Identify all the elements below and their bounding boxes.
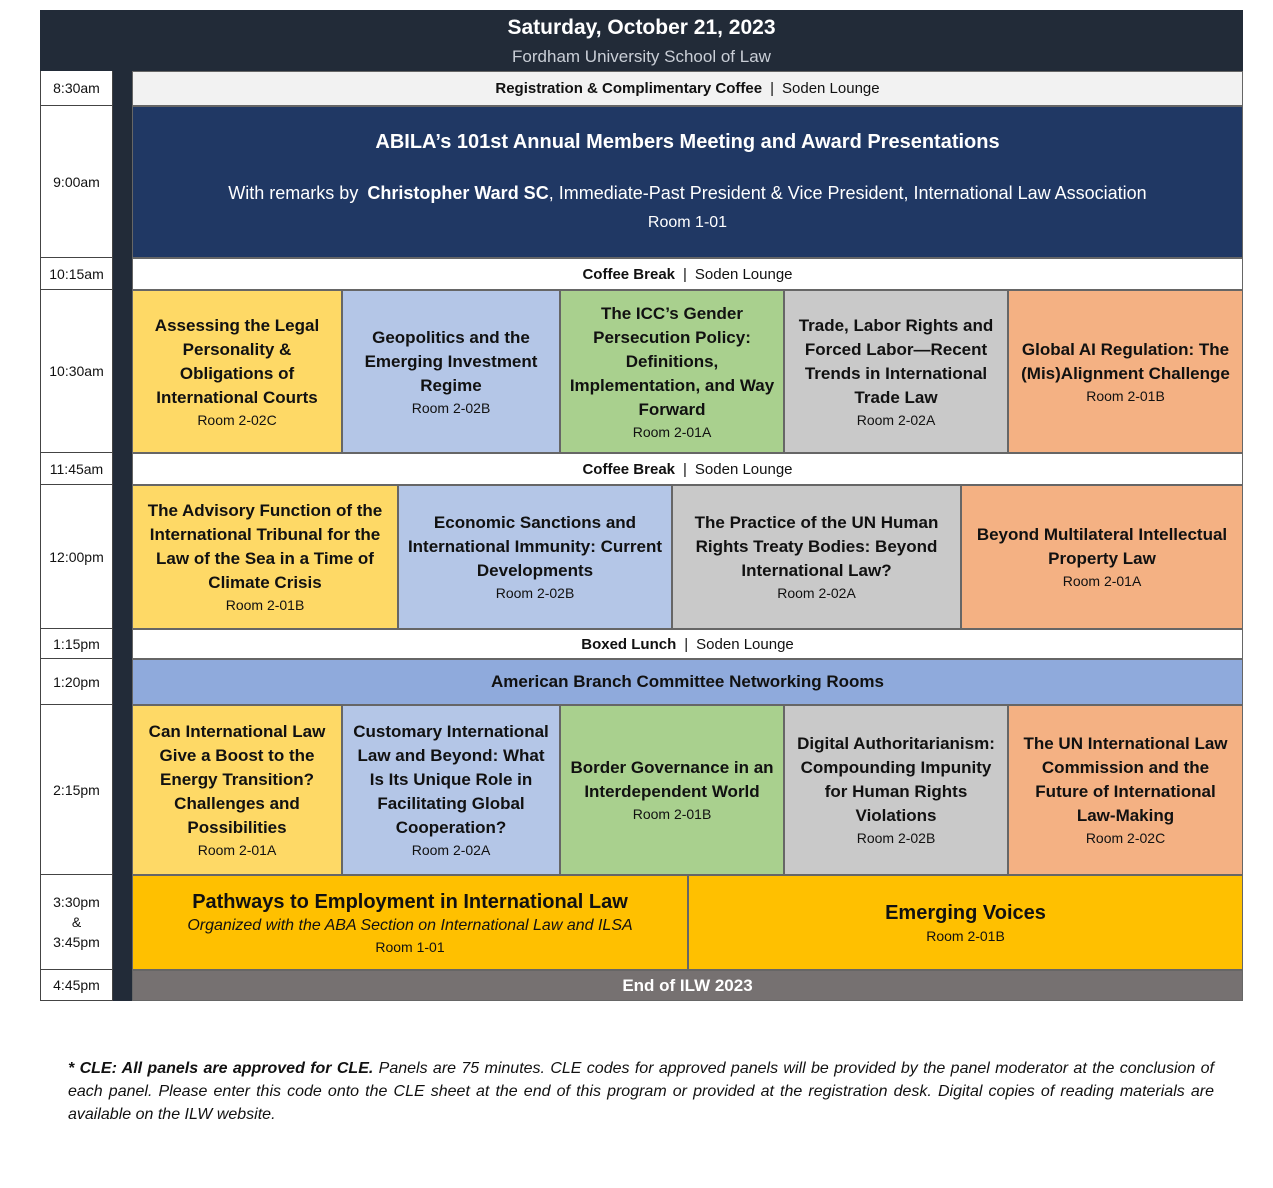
panel-title: Geopolitics and the Emerging Investment Regime bbox=[364, 327, 538, 395]
cle-footnote-text: Panels are 75 minutes. CLE codes for approved panels will be provided by the panel moderator at the conclusion of each panel. Please enter this code onto the CLE sheet at the end of this program or provided at the registration desk. Digital copies of reading materials are available on the ILW website. bbox=[68, 1060, 1214, 1123]
pathways-subtitle: Organized with the ABA Section on International Law and ILSA bbox=[187, 916, 633, 934]
cle-footnote-bold: * CLE: All panels are approved for CLE. bbox=[68, 1060, 374, 1077]
panel-card[interactable] bbox=[672, 485, 961, 629]
panel-card[interactable] bbox=[1008, 705, 1243, 875]
panel-title: Customary International Law and Beyond: What Is Its Unique Role in Facilitating Global Cooperation? bbox=[353, 722, 549, 837]
lunch-location: Soden Lounge bbox=[696, 635, 794, 653]
time-slot: 1:20pm bbox=[40, 659, 113, 705]
panel-card[interactable] bbox=[1008, 290, 1243, 453]
remarks-prefix: With remarks by bbox=[228, 183, 359, 203]
panel-card[interactable] bbox=[342, 705, 560, 875]
schedule-header bbox=[40, 10, 1243, 71]
panel-title: Global AI Regulation: The (Mis)Alignment Challenge bbox=[1021, 339, 1230, 383]
time-slot: 8:30am bbox=[40, 71, 113, 106]
panel-room: Room 2-01B bbox=[1086, 387, 1165, 404]
schedule-venue: Fordham University School of Law bbox=[512, 47, 771, 66]
panel-room: Room 2-02A bbox=[856, 411, 936, 428]
panel-card[interactable] bbox=[784, 705, 1008, 875]
separator: | bbox=[683, 460, 687, 478]
divider-bar bbox=[113, 71, 132, 1001]
panel-title: Beyond Multilateral Intellectual Property Law bbox=[976, 525, 1228, 568]
panel-card[interactable] bbox=[132, 705, 342, 875]
panel-room: Room 2-02C bbox=[1085, 830, 1166, 846]
coffee-location: Soden Lounge bbox=[694, 265, 793, 283]
panel-title: Economic Sanctions and International Immunity: Current Developments bbox=[407, 513, 663, 580]
panel-room: Room 2-01B bbox=[225, 597, 305, 613]
panel-title: Assessing the Legal Personality & Obligations of International Courts bbox=[154, 315, 320, 407]
panel-room: Room 2-01B bbox=[632, 806, 712, 822]
registration-banner bbox=[132, 71, 1243, 106]
panel-card[interactable] bbox=[560, 290, 784, 453]
panel-title: Border Governance in an Interdependent World bbox=[570, 758, 774, 801]
panel-room: Room 2-01A bbox=[197, 842, 277, 858]
separator: | bbox=[683, 265, 687, 283]
plenary-title: ABILA’s 101st Annual Members Meeting and Award Presentations bbox=[375, 131, 1000, 153]
time-slot: 12:00pm bbox=[40, 485, 113, 629]
panel-title: The Practice of the UN Human Rights Treaty Bodies: Beyond International Law? bbox=[694, 513, 939, 580]
panel-room: Room 2-02A bbox=[777, 585, 856, 601]
panel-card[interactable] bbox=[132, 485, 398, 629]
plenary-room: Room 1-01 bbox=[647, 214, 728, 231]
panel-card[interactable] bbox=[961, 485, 1243, 629]
panel-title: The ICC’s Gender Persecution Policy: Definitions, Implementation, and Way Forward bbox=[569, 303, 775, 419]
schedule-date: Saturday, October 21, 2023 bbox=[507, 16, 776, 39]
separator: | bbox=[770, 80, 774, 97]
networking-banner bbox=[132, 659, 1243, 705]
end-banner bbox=[132, 970, 1243, 1001]
plenary-block bbox=[132, 106, 1243, 258]
pathways-room: Room 1-01 bbox=[375, 938, 445, 955]
networking-title: American Branch Committee Networking Rooms bbox=[491, 672, 884, 691]
separator: | bbox=[684, 635, 689, 653]
time-slot: 11:45am bbox=[40, 453, 113, 485]
lunch-title: Boxed Lunch bbox=[581, 635, 677, 653]
time-slot-label: & bbox=[71, 914, 82, 930]
registration-location: Soden Lounge bbox=[782, 80, 880, 97]
coffee-break-banner bbox=[132, 258, 1243, 290]
panel-card[interactable] bbox=[398, 485, 672, 629]
panel-room: Room 2-02B bbox=[495, 585, 575, 601]
lunch-banner bbox=[132, 629, 1243, 659]
panel-room: Room 2-02B bbox=[411, 399, 491, 416]
time-slot: 10:15am bbox=[40, 258, 113, 290]
emerging-room: Room 2-01B bbox=[926, 927, 1005, 944]
panel-title: Trade, Labor Rights and Forced Labor—Recent Trends in International Trade Law bbox=[798, 315, 994, 407]
remarks-suffix: , Immediate-Past President & Vice President, International Law Association bbox=[548, 183, 1147, 203]
time-slot: 4:45pm bbox=[40, 970, 113, 1001]
end-title: End of ILW 2023 bbox=[622, 975, 753, 995]
coffee-location: Soden Lounge bbox=[694, 460, 793, 478]
panel-room: Room 2-02A bbox=[411, 842, 491, 858]
panel-card[interactable] bbox=[132, 290, 342, 453]
cle-footnote bbox=[68, 1057, 1214, 1126]
panel-room: Room 2-02C bbox=[197, 411, 277, 428]
coffee-title: Coffee Break bbox=[582, 265, 676, 283]
time-slot-combined bbox=[40, 875, 113, 970]
panel-room: Room 2-01A bbox=[1062, 573, 1142, 589]
time-slot-label: 3:30pm bbox=[53, 894, 100, 910]
plenary-speaker: Christopher Ward SC bbox=[367, 183, 549, 203]
plenary-remarks bbox=[133, 183, 1242, 204]
panel-card[interactable] bbox=[560, 705, 784, 875]
panel-card[interactable] bbox=[342, 290, 560, 453]
panel-room: Room 2-01A bbox=[632, 423, 712, 440]
panel-room: Room 2-02B bbox=[856, 830, 936, 846]
registration-title: Registration & Complimentary Coffee bbox=[495, 80, 763, 97]
panel-title: The UN International Law Commission and the Future of International Law-Making bbox=[1023, 734, 1228, 825]
emerging-title: Emerging Voices bbox=[885, 901, 1046, 924]
panel-title: The Advisory Function of the International Tribunal for the Law of the Sea in a Time of Climate Crisis bbox=[147, 501, 383, 592]
time-slot: 2:15pm bbox=[40, 705, 113, 875]
time-slot-label: 3:45pm bbox=[53, 934, 100, 950]
time-slot: 1:15pm bbox=[40, 629, 113, 659]
emerging-voices-card[interactable] bbox=[688, 875, 1243, 970]
coffee-break-banner bbox=[132, 453, 1243, 485]
pathways-title: Pathways to Employment in International Law bbox=[192, 890, 628, 913]
panel-title: Digital Authoritarianism: Compounding Impunity for Human Rights Violations bbox=[797, 734, 995, 825]
pathways-card[interactable] bbox=[132, 875, 688, 970]
time-slot: 10:30am bbox=[40, 290, 113, 453]
panel-card[interactable] bbox=[784, 290, 1008, 453]
coffee-title: Coffee Break bbox=[582, 460, 676, 478]
panel-title: Can International Law Give a Boost to the Energy Transition? Challenges and Possibilities bbox=[148, 722, 326, 837]
time-slot: 9:00am bbox=[40, 106, 113, 258]
